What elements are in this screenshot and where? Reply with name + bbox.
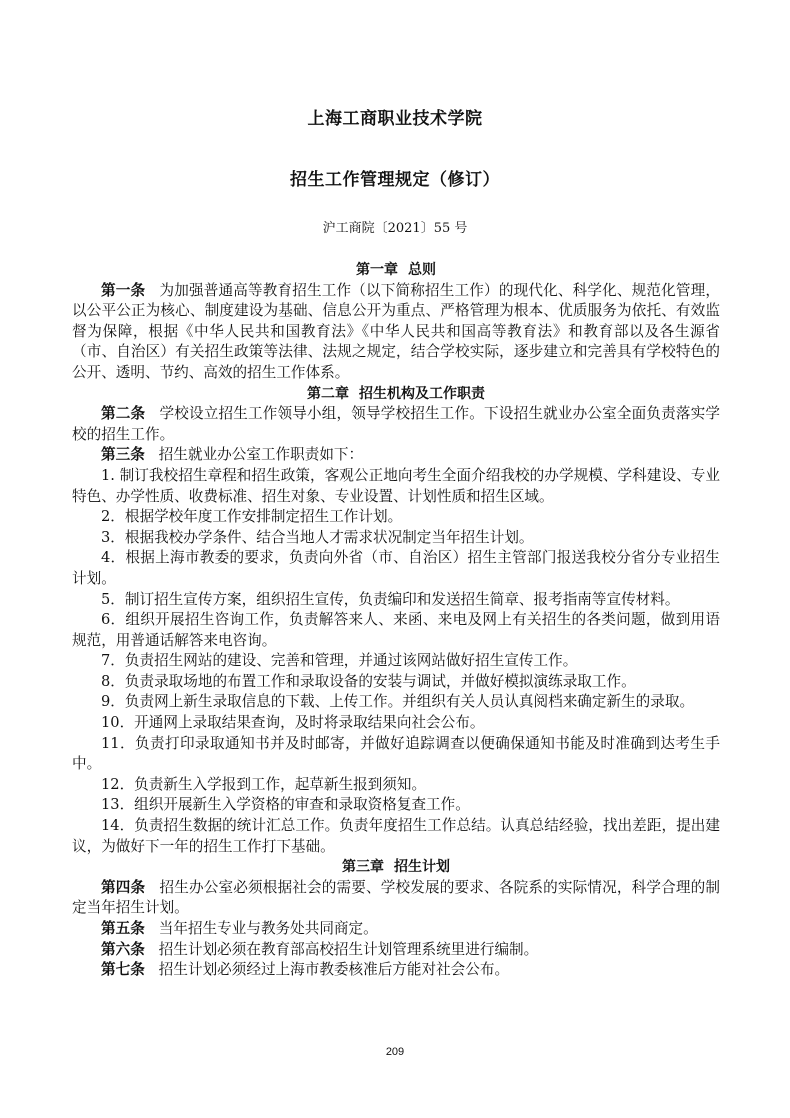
duty-item: 1. 制订我校招生章程和招生政策，客观公正地向考生全面介绍我校的办学规模、学科建设、专业特色、办学性质、收费标准、招生对象、专业设置、计划性质和招生区域。 <box>72 466 720 505</box>
article-label: 第三条 <box>101 446 145 464</box>
article-6 <box>72 940 720 961</box>
article-4 <box>72 878 720 919</box>
duty-item: 11．负责打印录取通知书并及时邮寄，并做好追踪调查以便确保通知书能及时准确到达考生手中。 <box>72 734 720 773</box>
chapter-number: 第二章 <box>307 385 349 402</box>
article-text: 招生计划必须经过上海市教委核准后方能对社会公布。 <box>158 961 510 979</box>
article-text: 招生就业办公室工作职责如下： <box>158 446 364 464</box>
article-text: 为加强普通高等教育招生工作（以下简称招生工作）的现代化、科学化、规范化管理，以公平公正为核心、制度建设为基础、信息公开为重点、严格管理为根本、优质服务为依托、有效监督为保障，根据《中华人民共和国教育法》《中华人民共和国高等教育法》和教育部以及各生源省（市、自治区）有关招生政策等法律、法规之规定，结合学校实际，逐步建立和完善具有学校特色的公开、透明、节约、高效的招生工作体系。 <box>72 281 720 381</box>
article-7 <box>72 960 720 981</box>
article-text: 当年招生专业与教务处共同商定。 <box>158 920 378 937</box>
duty-item: 10．开通网上录取结果查询，及时将录取结果向社会公布。 <box>101 714 485 732</box>
article-label: 第一条 <box>101 281 146 299</box>
article-3 <box>72 445 720 466</box>
article-1 <box>72 281 720 384</box>
page-number: 209 <box>385 1046 405 1058</box>
chapter-number: 第三章 <box>342 859 384 876</box>
duty-item: 8．负责录取场地的布置工作和录取设备的安装与调试，并做好模拟演练录取工作。 <box>101 672 636 690</box>
chapter-3-heading <box>72 857 720 878</box>
duty-item: 7．负责招生网站的建设、完善和管理，并通过该网站做好招生宣传工作。 <box>101 652 578 670</box>
duty-item: 6．组织开展招生咨询工作，负责解答来人、来函、来电及网上有关招生的各类问题，做到用语规范，用普通话解答来电咨询。 <box>72 611 720 649</box>
duty-item: 14．负责招生数据的统计汇总工作。负责年度招生工作总结。认真总结经验，找出差距，提出建议，为做好下一年的招生工作打下基础。 <box>72 817 720 855</box>
duty-item: 2．根据学校年度工作安排制定招生工作计划。 <box>101 508 403 526</box>
chapter-2-heading <box>72 384 720 405</box>
document-body <box>72 260 720 981</box>
article-label: 第六条 <box>101 940 145 958</box>
article-2 <box>72 404 720 445</box>
duty-item: 13．组织开展新生入学资格的审查和录取资格复查工作。 <box>101 796 470 814</box>
duty-item: 12．负责新生入学报到工作，起草新生报到须知。 <box>101 775 427 793</box>
duty-item: 9．负责网上新生录取信息的下载、上传工作。并组织有关人员认真阅档来确定新生的录取。 <box>101 693 695 711</box>
article-label: 第七条 <box>101 961 145 979</box>
institution-title: 上海工商职业技术学院 <box>307 109 483 129</box>
article-text: 招生办公室必须根据社会的需要、学校发展的要求、各院系的实际情况，科学合理的制定当年招生计划。 <box>72 878 720 917</box>
duty-item: 5．制订招生宣传方案，组织招生宣传，负责编印和发送招生简章、报考指南等宣传材料。 <box>101 590 680 608</box>
document-title: 招生工作管理规定（修订） <box>290 170 500 190</box>
chapter-number: 第一章 <box>356 262 398 278</box>
article-text: 学校设立招生工作领导小组，领导学校招生工作。下设招生就业办公室全面负责落实学校的招生工作。 <box>72 405 720 443</box>
chapter-title: 总则 <box>408 262 436 278</box>
document-number: 沪工商院〔2021〕55 号 <box>322 221 468 236</box>
chapter-1-heading <box>72 260 720 281</box>
article-text: 招生计划必须在教育部高校招生计划管理系统里进行编制。 <box>158 940 539 958</box>
chapter-title: 招生机构及工作职责 <box>359 385 485 402</box>
article-label: 第五条 <box>101 920 145 937</box>
duty-item: 3．根据我校办学条件、结合当地人才需求状况制定当年招生计划。 <box>101 528 534 546</box>
duty-item: 4．根据上海市教委的要求，负责向外省（市、自治区）招生主管部门报送我校分省分专业招生计划。 <box>72 549 720 587</box>
article-label: 第二条 <box>101 405 146 423</box>
article-label: 第四条 <box>101 878 146 896</box>
article-5 <box>72 919 720 940</box>
chapter-title: 招生计划 <box>394 859 450 876</box>
